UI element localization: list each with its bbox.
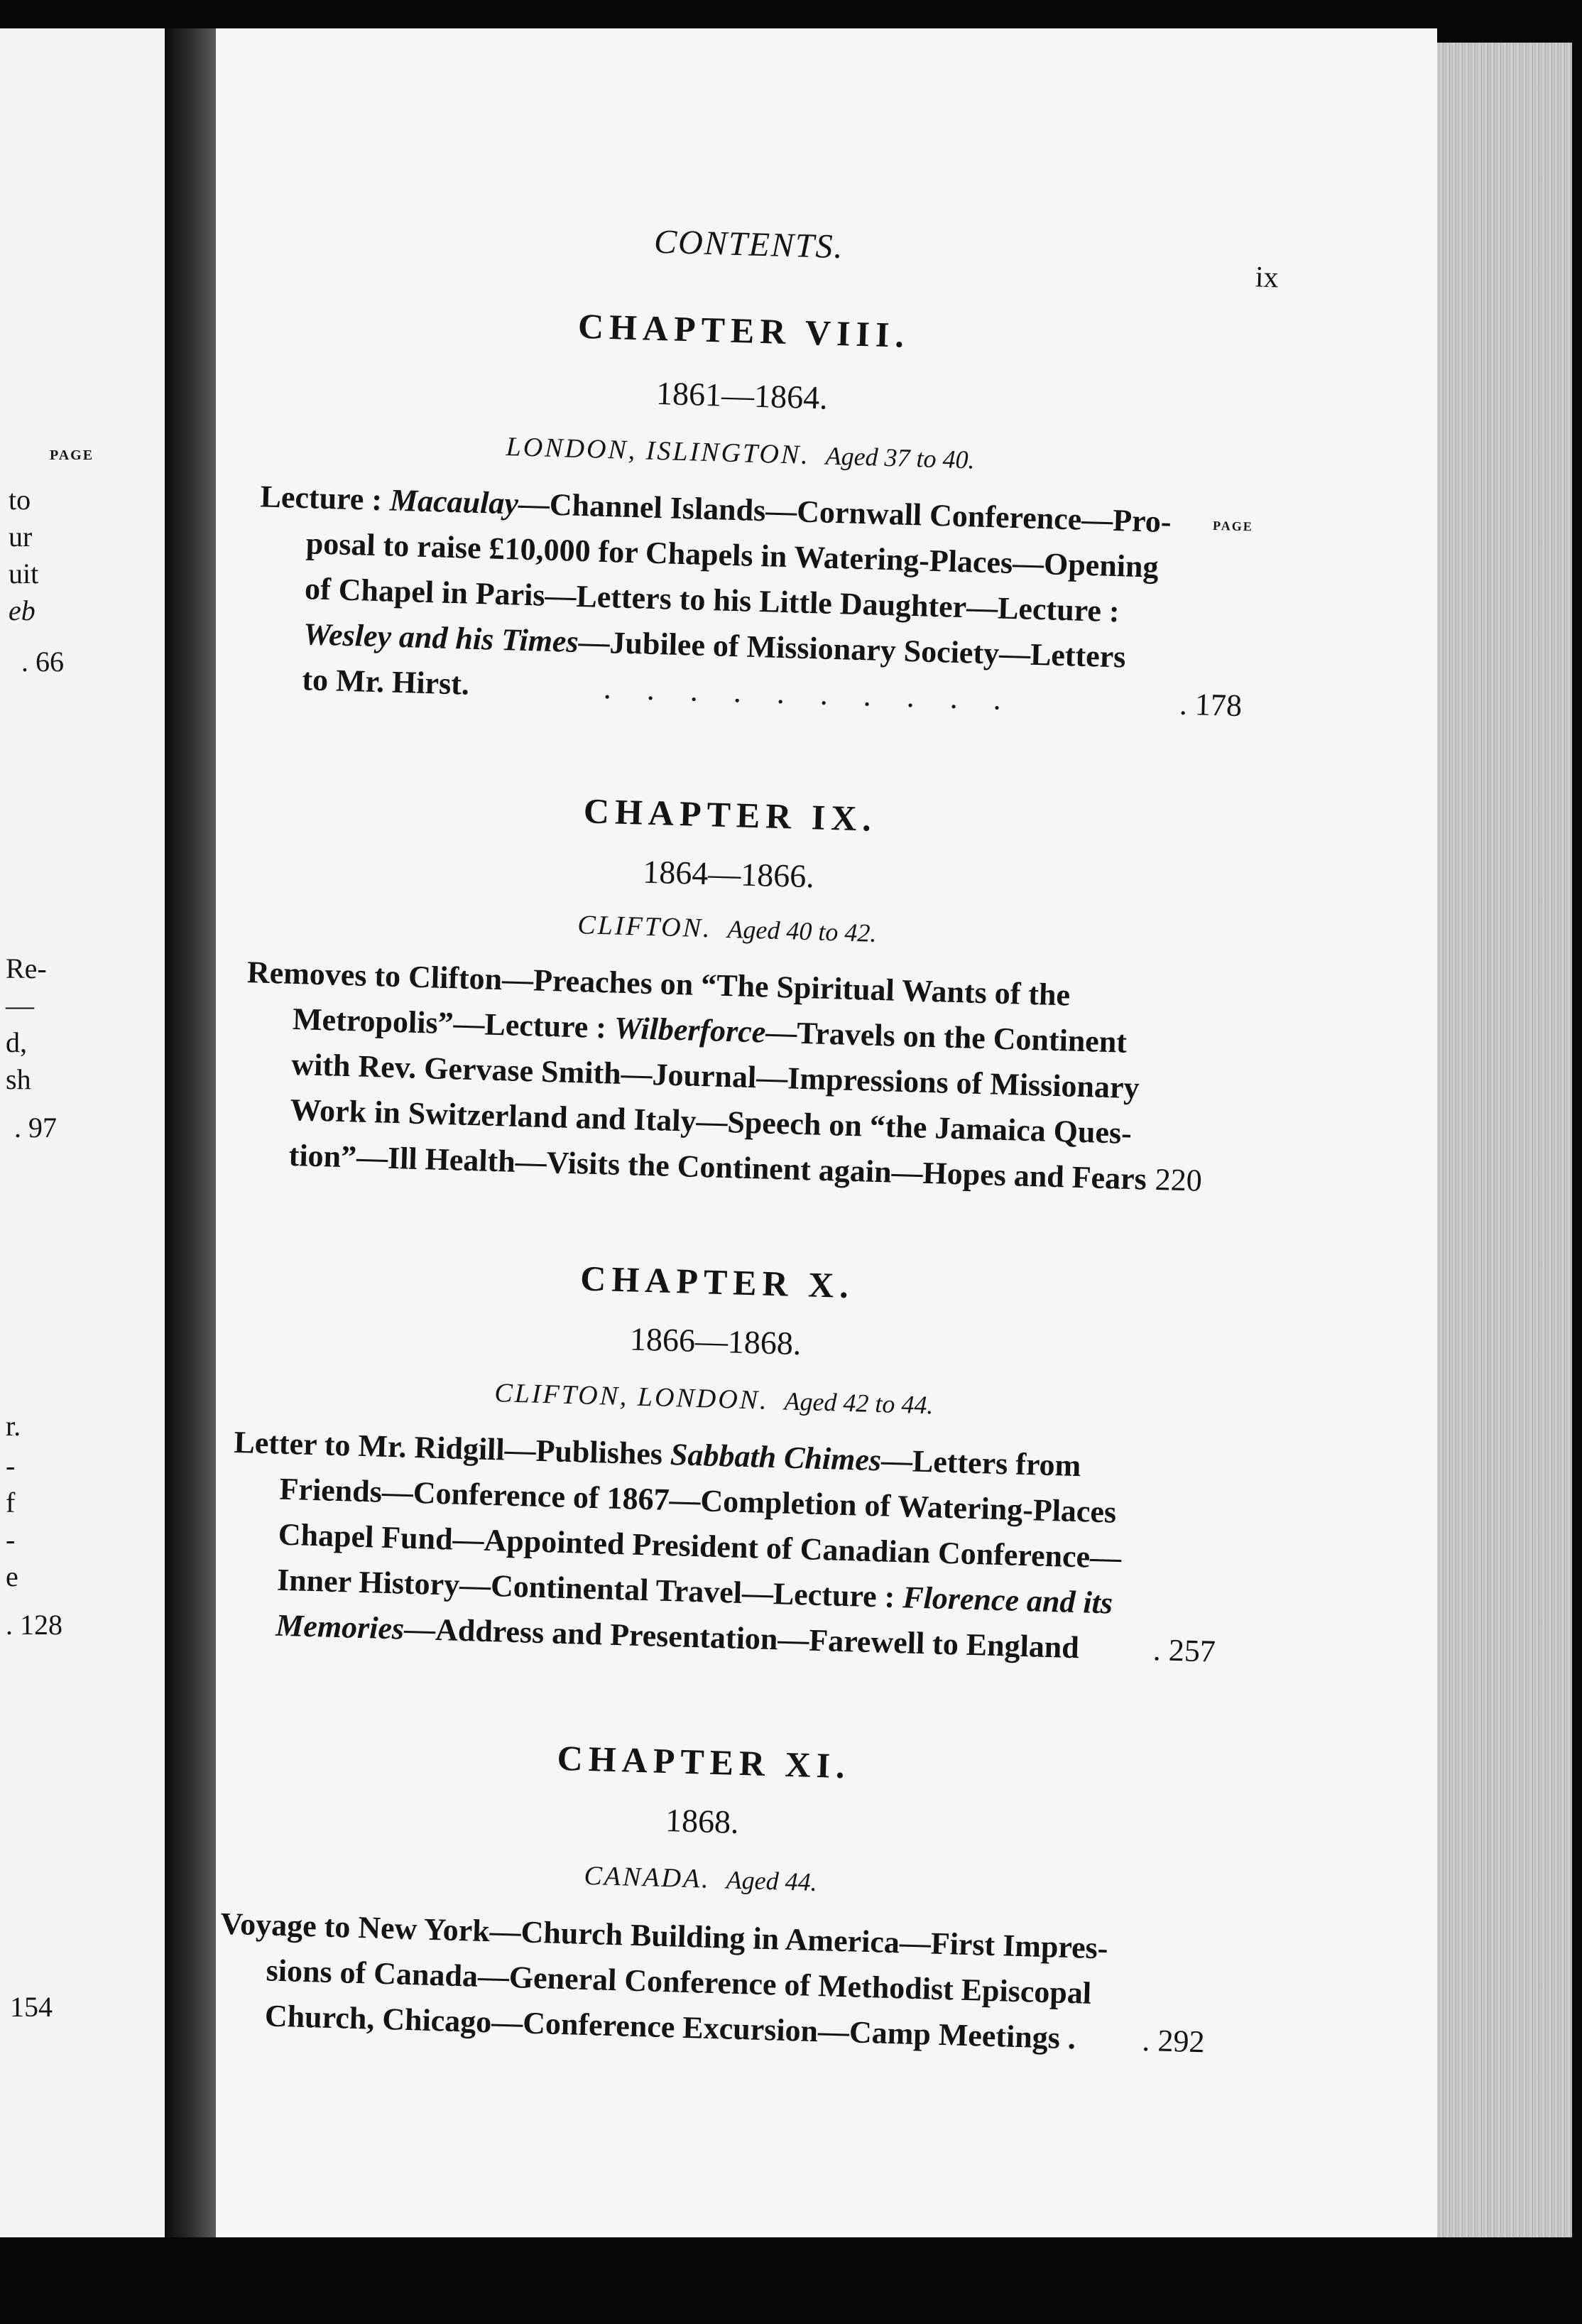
running-title: CONTENTS. <box>653 222 845 266</box>
left-fragment: e <box>6 1560 18 1592</box>
chapter-place: CANADA. Aged 44. <box>583 1860 818 1897</box>
left-fragment: ur <box>9 521 33 553</box>
left-fragment: sh <box>6 1063 31 1095</box>
left-fragment: . 128 <box>6 1609 62 1641</box>
page-number: ix <box>1255 261 1280 295</box>
page-reference: . 292 <box>1141 2022 1206 2060</box>
left-fragment: - <box>6 1450 16 1482</box>
left-fragment: eb <box>9 594 36 626</box>
chapter-summary: Letter to Mr. Ridgill—Publishes Sabbath Chimes—Letters from Friends—Conference of 1867—Completion of Watering-Places Chapel Fund—Appointed President of Canadian Conference— Inner History—Continental Travel—Lecture : Florence and its Memories —Address and Presentation—Farewell to England . 257 <box>228 1420 1221 1675</box>
chapter-title: CHAPTER X. <box>579 1258 855 1306</box>
left-fragment: - <box>6 1524 16 1555</box>
chapter-title: CHAPTER IX. <box>583 791 878 839</box>
chapter-summary: Voyage to New York—Church Building in America—First Impres- sions of Canada—General Conference of Methodist Episcopal Church, Chicago—Conference Excursion—Camp Meetings . . 292 <box>217 1901 1208 2065</box>
left-fragment: uit <box>9 558 39 590</box>
contents-page <box>216 28 1437 2237</box>
chapter-place: CLIFTON. Aged 40 to 42. <box>577 910 877 947</box>
chapter-title: CHAPTER XI. <box>556 1737 851 1786</box>
contents-text <box>185 12 1468 2254</box>
left-fragment: to <box>9 484 31 516</box>
chapter-place: LONDON, ISLINGTON. Aged 37 to 40. <box>506 432 976 474</box>
left-fragment: f <box>6 1487 16 1519</box>
left-fragment: 154 <box>10 1991 53 2023</box>
chapter-years: 1866—1868. <box>629 1320 802 1362</box>
chapter-summary: Removes to Clifton—Preaches on “The Spiritual Wants of the Metropolis”—Lecture : Wilberforce—Travels on the Continent with Rev. Gervase Smith—Journal—Impressions of Missionary Work in Switzerland and Italy—Speech on “the Jamaica Ques- tion”—Ill Health—Visits the Continent again—Hopes and Fears 220 <box>241 950 1234 1205</box>
chapter-years: 1868. <box>665 1802 740 1840</box>
chapter-title: CHAPTER VIII. <box>577 305 910 355</box>
page-reference: . 257 <box>1152 1632 1216 1669</box>
left-fragment: — <box>6 989 34 1021</box>
chapter-place: CLIFTON, LONDON. Aged 42 to 44. <box>493 1378 934 1420</box>
page-reference: 220 <box>1155 1161 1203 1198</box>
chapter-years: 1864—1866. <box>642 853 815 895</box>
left-fragment: . 97 <box>14 1112 57 1144</box>
chapter-years: 1861—1864. <box>655 374 829 416</box>
left-page <box>0 28 165 2237</box>
page-reference: . 178 <box>1179 686 1243 724</box>
left-fragment: r. <box>6 1410 21 1442</box>
left-fragment: d, <box>6 1026 27 1058</box>
left-fragment: . 66 <box>21 646 64 678</box>
left-page-label: PAGE <box>50 447 94 463</box>
chapter-summary: Lecture : Macaulay—Channel Islands—Cornwall Conference—Pro- posal to raise £10,000 for Chapels in Watering-Places—Opening of Chapel in Paris—Letters to his Little Daughter—Lecture : Wesley and his Times—Jubilee of Missionary Society—Letters to Mr. Hirst. .......... . 178 <box>255 474 1248 729</box>
page-column-label: PAGE <box>1212 518 1254 534</box>
left-fragment: Re- <box>6 952 47 984</box>
